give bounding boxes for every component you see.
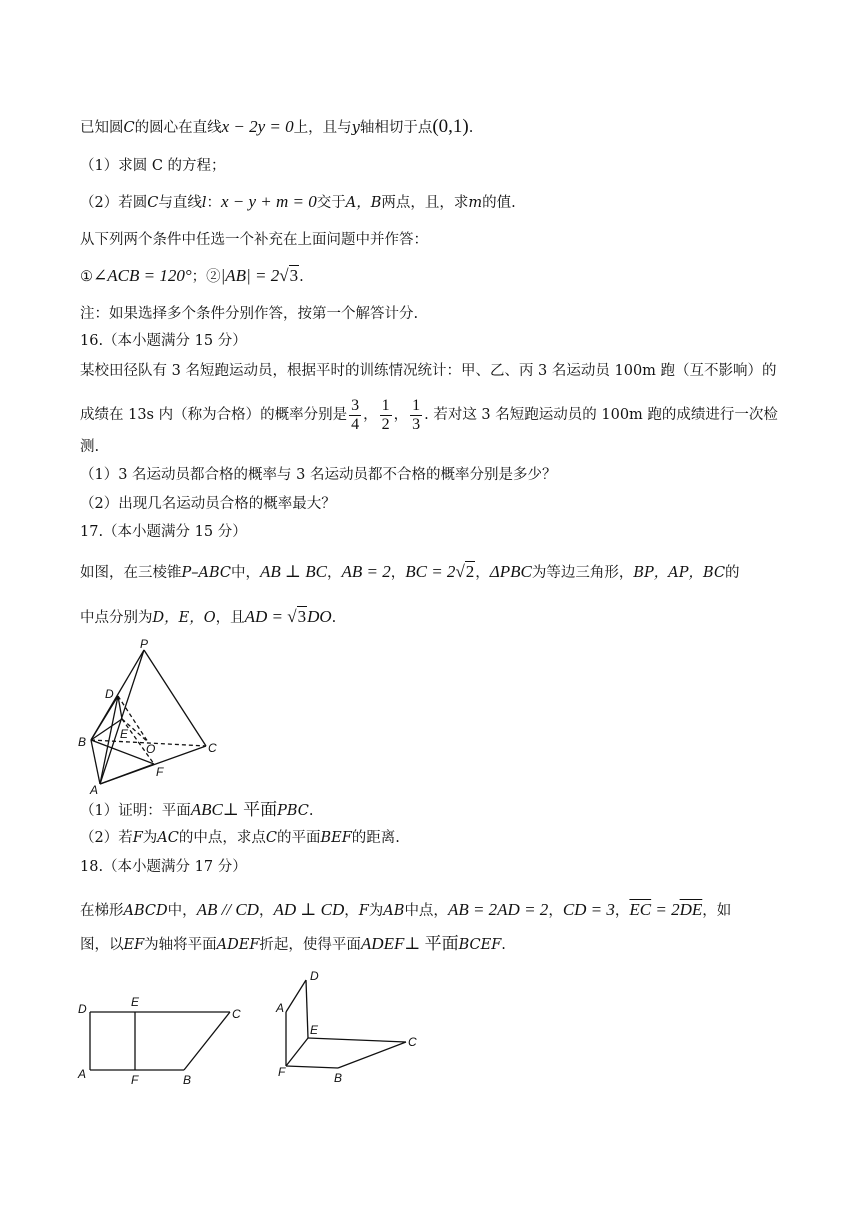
edge-fb [286, 1066, 338, 1068]
q15-conditions: ①∠ACB = 120°；②|AB| = 2√3. [80, 266, 304, 285]
tangent-point: (0,1) [432, 116, 469, 137]
label-f: F [278, 1065, 286, 1079]
edge-bc [184, 1012, 230, 1070]
label-c: C [408, 1035, 417, 1049]
q15-part1: （1）求圆 C 的方程； [80, 158, 226, 174]
label-b: B [183, 1073, 192, 1087]
seg-bf [91, 740, 154, 764]
trapezoid-figure [72, 994, 252, 1088]
label-a: A [276, 1001, 285, 1015]
line-equation: x − 2y = 0 [221, 117, 294, 136]
label-d: D [310, 969, 319, 983]
q17-line1: 如图，在三棱锥P–ABC中，AB ⊥ BC，AB = 2，BC = 2√2，ΔPBC为等边三角形，BP，AP，BC的 [80, 562, 740, 581]
edge-de [306, 980, 308, 1038]
edge-da [286, 980, 306, 1012]
label-c: C [208, 741, 217, 755]
edge-ec [308, 1038, 406, 1042]
fraction: $\frac{3}{4}$ [351, 396, 360, 433]
label-f: F [131, 1073, 139, 1087]
q16-line3: 测. [80, 439, 100, 455]
label-e: E [120, 727, 129, 741]
q16-line1: 某校田径队有 3 名短跑运动员，根据平时的训练情况统计：甲、乙、丙 3 名运动员 100m 跑（互不影响）的 [80, 363, 777, 379]
q15-note: 注：如果选择多个条件分别作答，按第一个解答计分. [80, 306, 419, 322]
q15-part2: （2）若圆C与直线l：x − y + m = 0交于A，B两点，且，求m的值. [80, 192, 516, 211]
fraction: $\frac{1}{3}$ [412, 396, 421, 433]
folded-figure [272, 966, 432, 1090]
q16-part1: （1）3 名运动员都合格的概率与 3 名运动员都不合格的概率分别是多少？ [80, 467, 557, 483]
label-b: B [334, 1071, 343, 1085]
label-a: A [78, 1067, 87, 1081]
seg-af [100, 764, 154, 784]
fraction: $\frac{1}{2}$ [381, 396, 390, 433]
q17-part1: （1）证明：平面ABC⊥ 平面PBC. [80, 800, 314, 819]
q15-intro: 已知圆C的圆心在直线x − 2y = 0上，且与y轴相切于点(0,1). [80, 116, 474, 137]
q16-part2: （2）出现几名运动员合格的概率最大？ [80, 496, 336, 512]
label-d: D [78, 1002, 87, 1016]
label-e: E [310, 1023, 319, 1037]
q16-header: 16.（本小题满分 15 分） [80, 333, 247, 349]
label-c: C [232, 1007, 241, 1021]
label-p: P [140, 637, 149, 651]
edge-bc [338, 1042, 406, 1068]
label-o: O [146, 742, 156, 756]
q17-line2: 中点分别为D，E，O，且AD = √3DO. [80, 607, 337, 626]
edge-pc [144, 650, 206, 746]
label-d: D [105, 687, 114, 701]
q17-part2: （2）若F为AC的中点，求点C的平面BEF的距离. [80, 830, 400, 846]
edge-ab [91, 740, 100, 784]
label-e: E [131, 995, 140, 1009]
q18-header: 18.（本小题满分 17 分） [80, 859, 247, 875]
q18-line2: 图，以EF为轴将平面ADEF折起，使得平面ADEF⊥ 平面BCEF. [80, 934, 506, 953]
label-f: F [156, 765, 164, 779]
q18-line1: 在梯形ABCD中，AB // CD，AD ⊥ CD，F为AB中点，AB = 2AD = 2，CD = 3，$\overline{EC} = 2\overline{DE}$，如 [80, 900, 732, 919]
q15-choose: 从下列两个条件中任选一个补充在上面问题中并作答： [80, 232, 428, 248]
pyramid-figure [72, 636, 232, 796]
label-b: B [78, 735, 87, 749]
edge-ef [286, 1038, 308, 1066]
q17-header: 17.（本小题满分 15 分） [80, 524, 247, 540]
q16-line2: 成绩在 13s 内（称为合格）的概率分别是 $\frac{3}{4}$ ， $\frac{1}{2}$ ， $\frac{1}{3}$ . 若对这 3 名短跑运动员的 100m 跑的成绩进行一次检 [80, 396, 778, 433]
sqrt-sign: √ [279, 266, 289, 285]
label-a: A [90, 783, 99, 796]
